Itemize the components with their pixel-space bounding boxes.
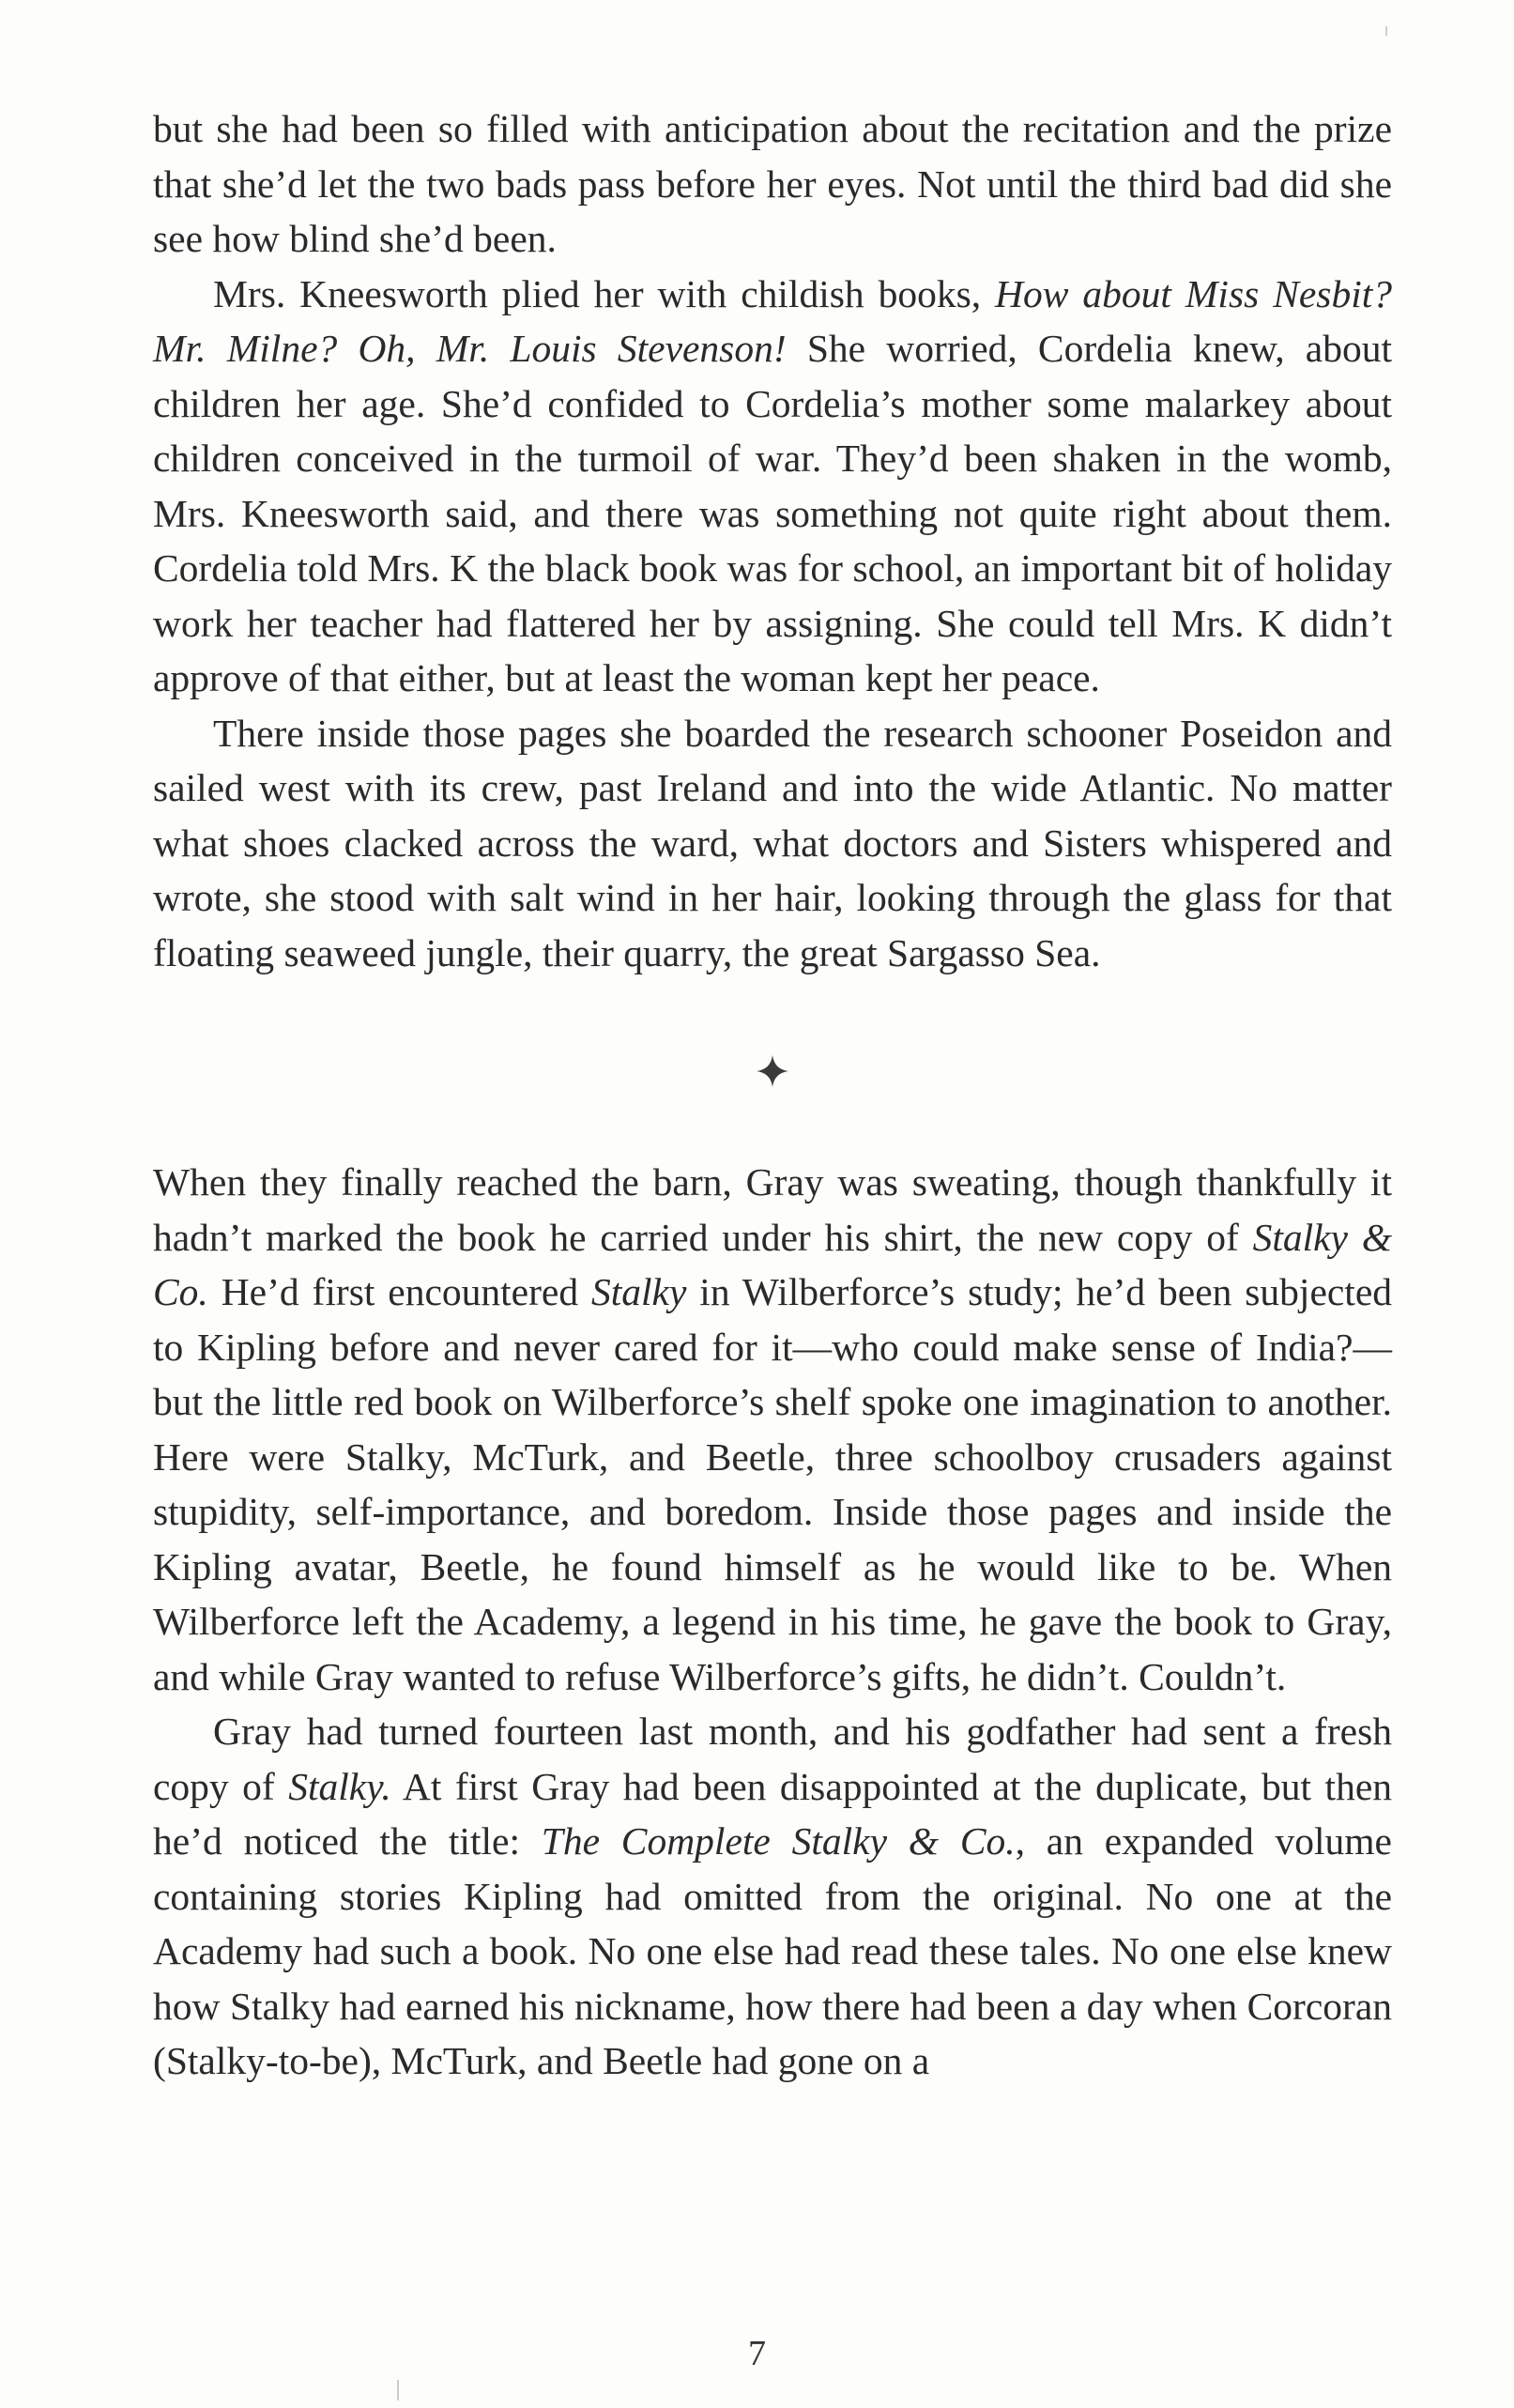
book-page [153, 101, 1392, 2089]
text-run: He’d first encountered [207, 1270, 591, 1313]
paragraph [153, 706, 1392, 981]
text-run: Gray had turned fourteen last month, and his godfather had sent a fresh copy of [153, 1710, 1392, 1808]
section-break-ornament [153, 1040, 1392, 1095]
italic-text: Stalky. [288, 1764, 391, 1808]
text-section-1 [153, 101, 1392, 980]
italic-text: Stalky [590, 1270, 687, 1313]
paragraph [153, 267, 1392, 706]
italic-text: The Complete Stalky & Co. [541, 1819, 1016, 1863]
text-section-2 [153, 1155, 1392, 2089]
paper-speck [397, 2380, 399, 2400]
text-run: Mrs. Kneesworth plied her with childish books, [213, 271, 996, 315]
text-run: but she had been so filled with anticipation about the recitation and the prize that she’d let the two bads pass before her eyes. Not until the third bad did she see how blind she’d been. [153, 107, 1392, 260]
text-run: , an expanded volume containing stories Kipling had omitted from the original. No one at the Academy had such a book. No one else had read these tales. No one else knew how Stalky had earned his nickname, how there had been a day when Corcoran (Stalky-to-be), McTurk, and Beetle had gone on a [153, 1819, 1392, 2082]
italic-text: How about Miss Nesbit? Mr. Milne? Oh, Mr. Louis Stevenson! [153, 271, 1393, 370]
text-run: When they finally reached the barn, Gray was sweating, though thankfully it hadn’t marked the book he carried under his shirt, the new copy of [153, 1160, 1392, 1259]
italic-text: Stalky & Co. [153, 1215, 1392, 1313]
paragraph [153, 1704, 1392, 2089]
text-run: in Wilberforce’s study; he’d been subjected to Kipling before and never cared for it—who could make sense of India?—but the little red book on Wilberforce’s shelf spoke one imagination to another. Here were Stalky, McTurk, and Beetle, three schoolboy crusaders against stupidity, self-importance, and boredom. Inside those pages and inside the Kipling avatar, Beetle, he found himself as he would like to be. When Wilberforce left the Academy, a legend in his time, he gave the book to Gray, and while Gray wanted to refuse Wilberforce’s gifts, he didn’t. Couldn’t. [153, 1270, 1392, 1698]
text-run: At first Gray had been disappointed at the duplicate, but then he’d noticed the title: [153, 1764, 1392, 1863]
text-run: There inside those pages she boarded the research schooner Poseidon and sailed west with its crew, past Ireland and into the wide Atlantic. No matter what shoes clacked across the ward, what doctors and Sisters whispered and wrote, she stood with salt wind in her hair, looking through the glass for that floating seaweed jungle, their quarry, the great Sargasso Sea. [153, 711, 1392, 974]
text-run: She worried, Cordelia knew, about children her age. She’d confided to Cordelia’s mother some malarkey about children conceived in the turmoil of war. They’d been shaken in the womb, Mrs. Kneesworth said, and there was something not quite right about them. Cordelia told Mrs. K the black book was for school, an important bit of holiday work her teacher had flattered her by assigning. She could tell Mrs. K didn’t approve of that either, but at least the woman kept her peace. [153, 327, 1393, 699]
paragraph [153, 1155, 1392, 1704]
paper-speck [1385, 26, 1387, 36]
four-point-star-icon [757, 1055, 788, 1087]
page-number: 7 [748, 2334, 766, 2373]
paragraph [153, 101, 1392, 267]
